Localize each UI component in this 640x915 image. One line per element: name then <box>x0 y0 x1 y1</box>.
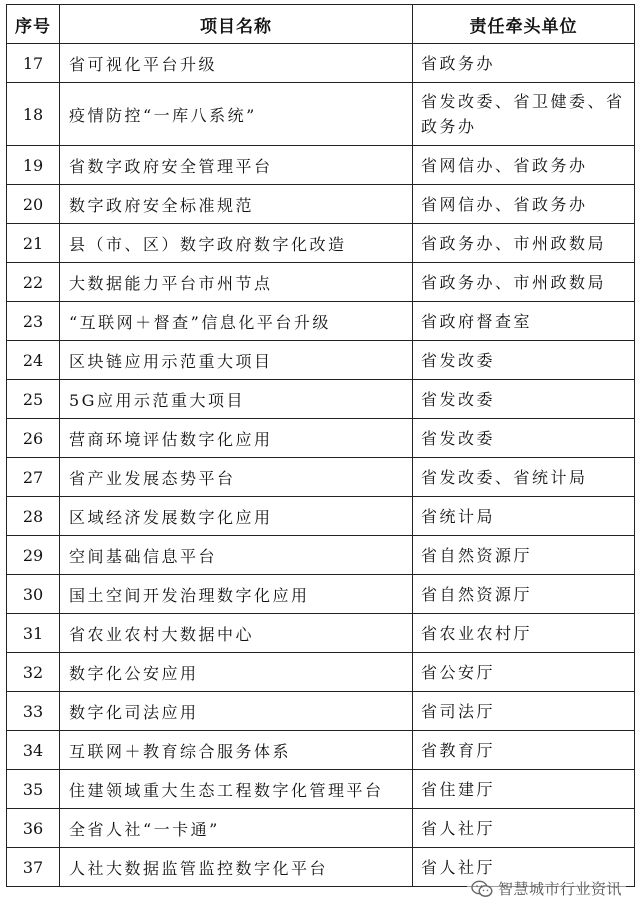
project-table-container <box>6 4 634 887</box>
responsible-unit: 省自然资源厅 <box>413 575 635 614</box>
row-number: 30 <box>7 575 60 614</box>
table-header-row <box>7 5 635 44</box>
table-row <box>7 44 635 83</box>
project-name: 住建领域重大生态工程数字化管理平台 <box>60 770 413 809</box>
project-name: 省可视化平台升级 <box>60 44 413 83</box>
table-row <box>7 83 635 146</box>
row-number: 21 <box>7 224 60 263</box>
row-number: 33 <box>7 692 60 731</box>
table-row <box>7 770 635 809</box>
project-name: 互联网＋教育综合服务体系 <box>60 731 413 770</box>
table-row <box>7 263 635 302</box>
row-number: 24 <box>7 341 60 380</box>
table-row <box>7 653 635 692</box>
project-name: 数字化公安应用 <box>60 653 413 692</box>
table-row <box>7 497 635 536</box>
row-number: 20 <box>7 185 60 224</box>
project-name: 全省人社“一卡通” <box>60 809 413 848</box>
table-row <box>7 614 635 653</box>
responsible-unit: 省政务办、市州政数局 <box>413 224 635 263</box>
project-name: 大数据能力平台市州节点 <box>60 263 413 302</box>
project-name: 数字化司法应用 <box>60 692 413 731</box>
table-row <box>7 419 635 458</box>
table-row <box>7 536 635 575</box>
table-row <box>7 458 635 497</box>
responsible-unit: 省网信办、省政务办 <box>413 146 635 185</box>
responsible-unit: 省公安厅 <box>413 653 635 692</box>
wechat-icon <box>471 880 493 898</box>
row-number: 27 <box>7 458 60 497</box>
project-name: 省农业农村大数据中心 <box>60 614 413 653</box>
responsible-unit: 省统计局 <box>413 497 635 536</box>
row-number: 37 <box>7 848 60 887</box>
project-name: 省产业发展态势平台 <box>60 458 413 497</box>
project-name: 营商环境评估数字化应用 <box>60 419 413 458</box>
responsible-unit: 省人社厅 <box>413 809 635 848</box>
row-number: 29 <box>7 536 60 575</box>
project-table <box>6 4 635 887</box>
row-number: 35 <box>7 770 60 809</box>
responsible-unit: 省教育厅 <box>413 731 635 770</box>
project-name: 县（市、区）数字政府数字化改造 <box>60 224 413 263</box>
project-name: 区块链应用示范重大项目 <box>60 341 413 380</box>
row-number: 17 <box>7 44 60 83</box>
responsible-unit: 省住建厅 <box>413 770 635 809</box>
row-number: 23 <box>7 302 60 341</box>
responsible-unit: 省发改委 <box>413 380 635 419</box>
responsible-unit: 省政务办、市州政数局 <box>413 263 635 302</box>
row-number: 36 <box>7 809 60 848</box>
project-name: 国土空间开发治理数字化应用 <box>60 575 413 614</box>
responsible-unit: 省发改委、省卫健委、省政务办 <box>413 83 635 146</box>
row-number: 19 <box>7 146 60 185</box>
row-number: 18 <box>7 83 60 146</box>
responsible-unit: 省发改委、省统计局 <box>413 458 635 497</box>
table-row <box>7 146 635 185</box>
table-row <box>7 809 635 848</box>
responsible-unit: 省人社厅 <box>413 848 635 887</box>
responsible-unit: 省政务办 <box>413 44 635 83</box>
responsible-unit: 省发改委 <box>413 419 635 458</box>
row-number: 28 <box>7 497 60 536</box>
responsible-unit: 省网信办、省政务办 <box>413 185 635 224</box>
header-serial-number: 序号 <box>7 5 60 44</box>
responsible-unit: 省农业农村厅 <box>413 614 635 653</box>
responsible-unit: 省司法厅 <box>413 692 635 731</box>
project-name: 省数字政府安全管理平台 <box>60 146 413 185</box>
header-project-name: 项目名称 <box>60 5 413 44</box>
project-name: 数字政府安全标准规范 <box>60 185 413 224</box>
table-row <box>7 341 635 380</box>
row-number: 26 <box>7 419 60 458</box>
row-number: 25 <box>7 380 60 419</box>
project-name: 5G应用示范重大项目 <box>60 380 413 419</box>
table-row <box>7 302 635 341</box>
responsible-unit: 省自然资源厅 <box>413 536 635 575</box>
responsible-unit: 省政府督查室 <box>413 302 635 341</box>
table-row <box>7 185 635 224</box>
row-number: 22 <box>7 263 60 302</box>
project-name: 人社大数据监管监控数字化平台 <box>60 848 413 887</box>
watermark <box>467 876 626 901</box>
row-number: 31 <box>7 614 60 653</box>
row-number: 32 <box>7 653 60 692</box>
row-number: 34 <box>7 731 60 770</box>
table-row <box>7 692 635 731</box>
table-row <box>7 731 635 770</box>
table-row <box>7 224 635 263</box>
project-name: 区域经济发展数字化应用 <box>60 497 413 536</box>
project-name: 空间基础信息平台 <box>60 536 413 575</box>
watermark-text: 智慧城市行业资讯 <box>497 880 622 898</box>
project-name: 疫情防控“一库八系统” <box>60 83 413 146</box>
responsible-unit: 省发改委 <box>413 341 635 380</box>
table-row <box>7 380 635 419</box>
project-name: “互联网＋督查”信息化平台升级 <box>60 302 413 341</box>
table-row <box>7 575 635 614</box>
header-responsible-unit: 责任牵头单位 <box>413 5 635 44</box>
